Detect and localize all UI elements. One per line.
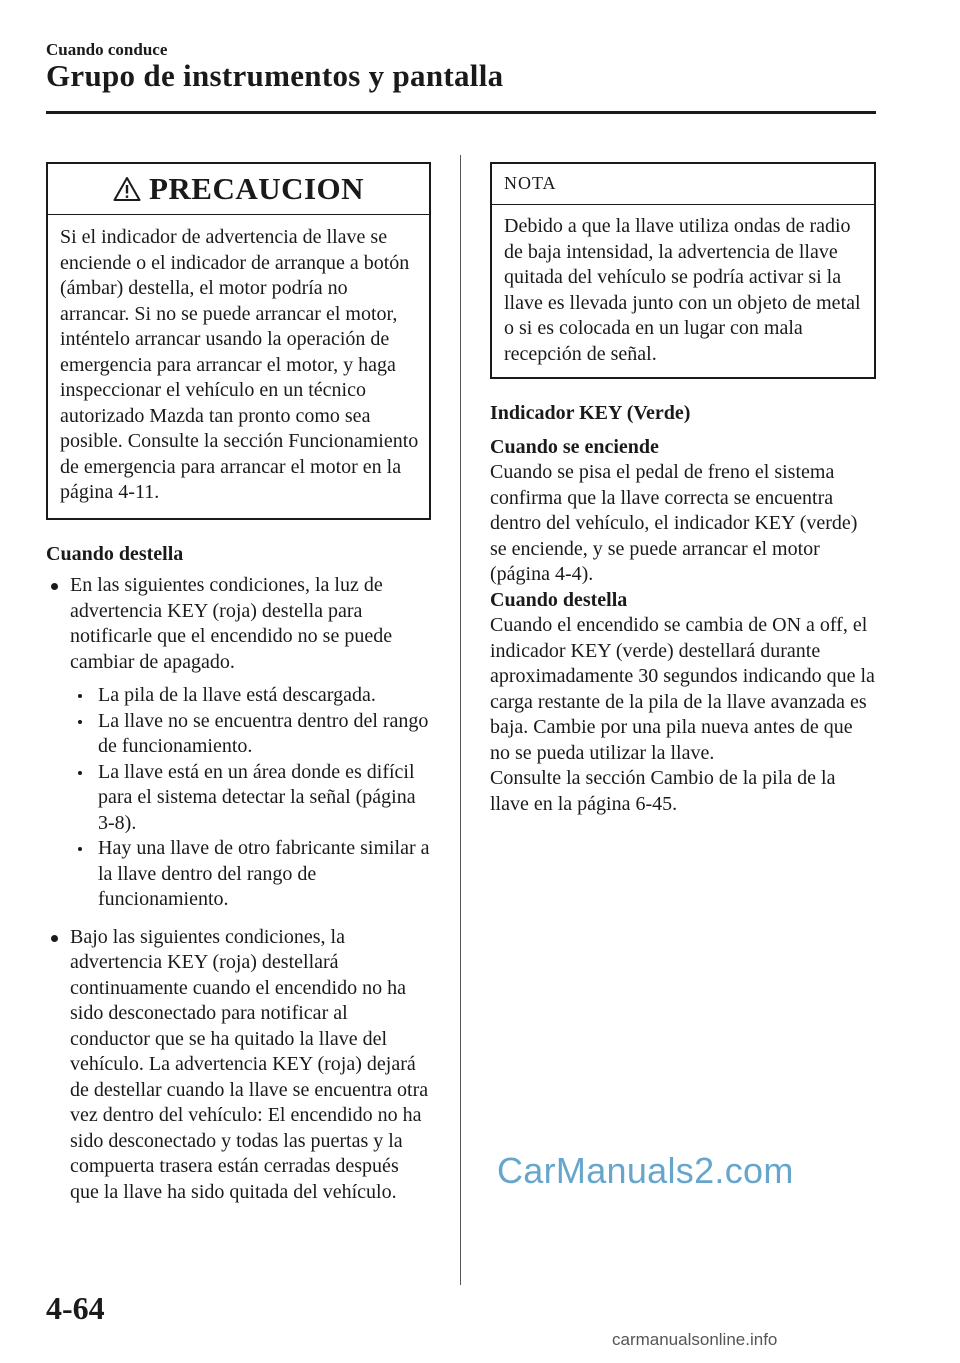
caution-header xyxy=(48,164,429,215)
sub-list-item: La llave está en un área donde es difícil para el sistema detectar la señal (página 3-8). xyxy=(70,760,431,837)
watermark-logo: CarManuals2.com xyxy=(497,1150,794,1191)
page-title: Grupo de instrumentos y pantalla xyxy=(46,58,504,93)
title-rule xyxy=(46,111,876,114)
note-body: Debido a que la llave utiliza ondas de radio de baja intensidad, la advertencia de llave quitada del vehículo se podría activar si la llave es llevada junto con un objeto de metal o si es colocada en un lugar con mala recepción de señal. xyxy=(504,215,861,365)
column-divider xyxy=(460,155,461,1285)
list-item xyxy=(46,925,431,1206)
warning-triangle-icon xyxy=(113,176,141,202)
bullet-list xyxy=(46,573,431,1205)
subsection-heading: Cuando se enciende xyxy=(490,435,659,458)
list-item xyxy=(46,573,431,913)
caution-body: Si el indicador de advertencia de llave se enciende o el indicador de arranque a botón (ámbar) destella, el motor podría no arrancar. Si no se puede arrancar el motor, inténtelo arrancar usando la operación de emergencia para arrancar el motor, y haga inspeccionar el vehículo en un técnico autorizado Mazda tan pronto como sea posible. Consulte la sección Funcionamiento de emergencia para arrancar el motor en la página 4-11. xyxy=(60,226,419,503)
right-column xyxy=(490,162,876,817)
paragraph: Cuando se pisa el pedal de freno el sistema confirma que la llave correcta se encuentra dentro del vehículo, el indicador KEY (verde) se enciende, y se puede arrancar el motor (página 4-4). xyxy=(490,461,858,585)
reference-text: Consulte la sección Cambio de la pila de la llave en la página 6-45. xyxy=(490,767,836,815)
footer-site-text: carmanualsonline.info xyxy=(612,1330,778,1349)
bullet-text: Bajo las siguientes condiciones, la advertencia KEY (roja) destellará continuamente cuando el encendido no ha sido desconectado para notificar al conductor que se ha quitado la llave del vehículo. La advertencia KEY (roja) dejará de destellar cuando la llave se encuentra otra vez dentro del vehículo: El encendido no ha sido desconectado y todas las puertas y la compuerta trasera están cerradas después que la llave ha sido quitada del vehículo. xyxy=(70,925,429,1203)
subsection-heading: Cuando destella xyxy=(490,588,628,611)
sub-list-item: La llave no se encuentra dentro del rango de funcionamiento. xyxy=(70,709,431,760)
bullet-text: En las siguientes condiciones, la luz de advertencia KEY (roja) destella para notificarle que el encendido no se puede cambiar de apagado. xyxy=(70,574,393,673)
sub-bullet-list xyxy=(70,683,431,913)
caution-title: PRECAUCION xyxy=(148,171,365,207)
section-label: Cuando conduce xyxy=(46,40,168,59)
section-heading: Indicador KEY (Verde) xyxy=(490,402,691,424)
left-column xyxy=(46,162,431,1205)
sub-list-item: Hay una llave de otro fabricante similar a la llave dentro del rango de funcionamiento. xyxy=(70,836,431,913)
section-heading: Cuando destella xyxy=(46,542,184,565)
note-box xyxy=(490,162,876,379)
sub-list-item: La pila de la llave está descargada. xyxy=(70,683,431,709)
note-header: NOTA xyxy=(492,164,874,205)
paragraph: Cuando el encendido se cambia de ON a off, el indicador KEY (verde) destellará durante aproximadamente 30 segundos indicando que la carga restante de la pila de la llave avanzada es baja. Cambie por una pila nueva antes de que no se pueda utilizar la llave. xyxy=(490,614,875,764)
caution-box xyxy=(46,162,431,520)
page-number: 4-64 xyxy=(46,1290,105,1326)
